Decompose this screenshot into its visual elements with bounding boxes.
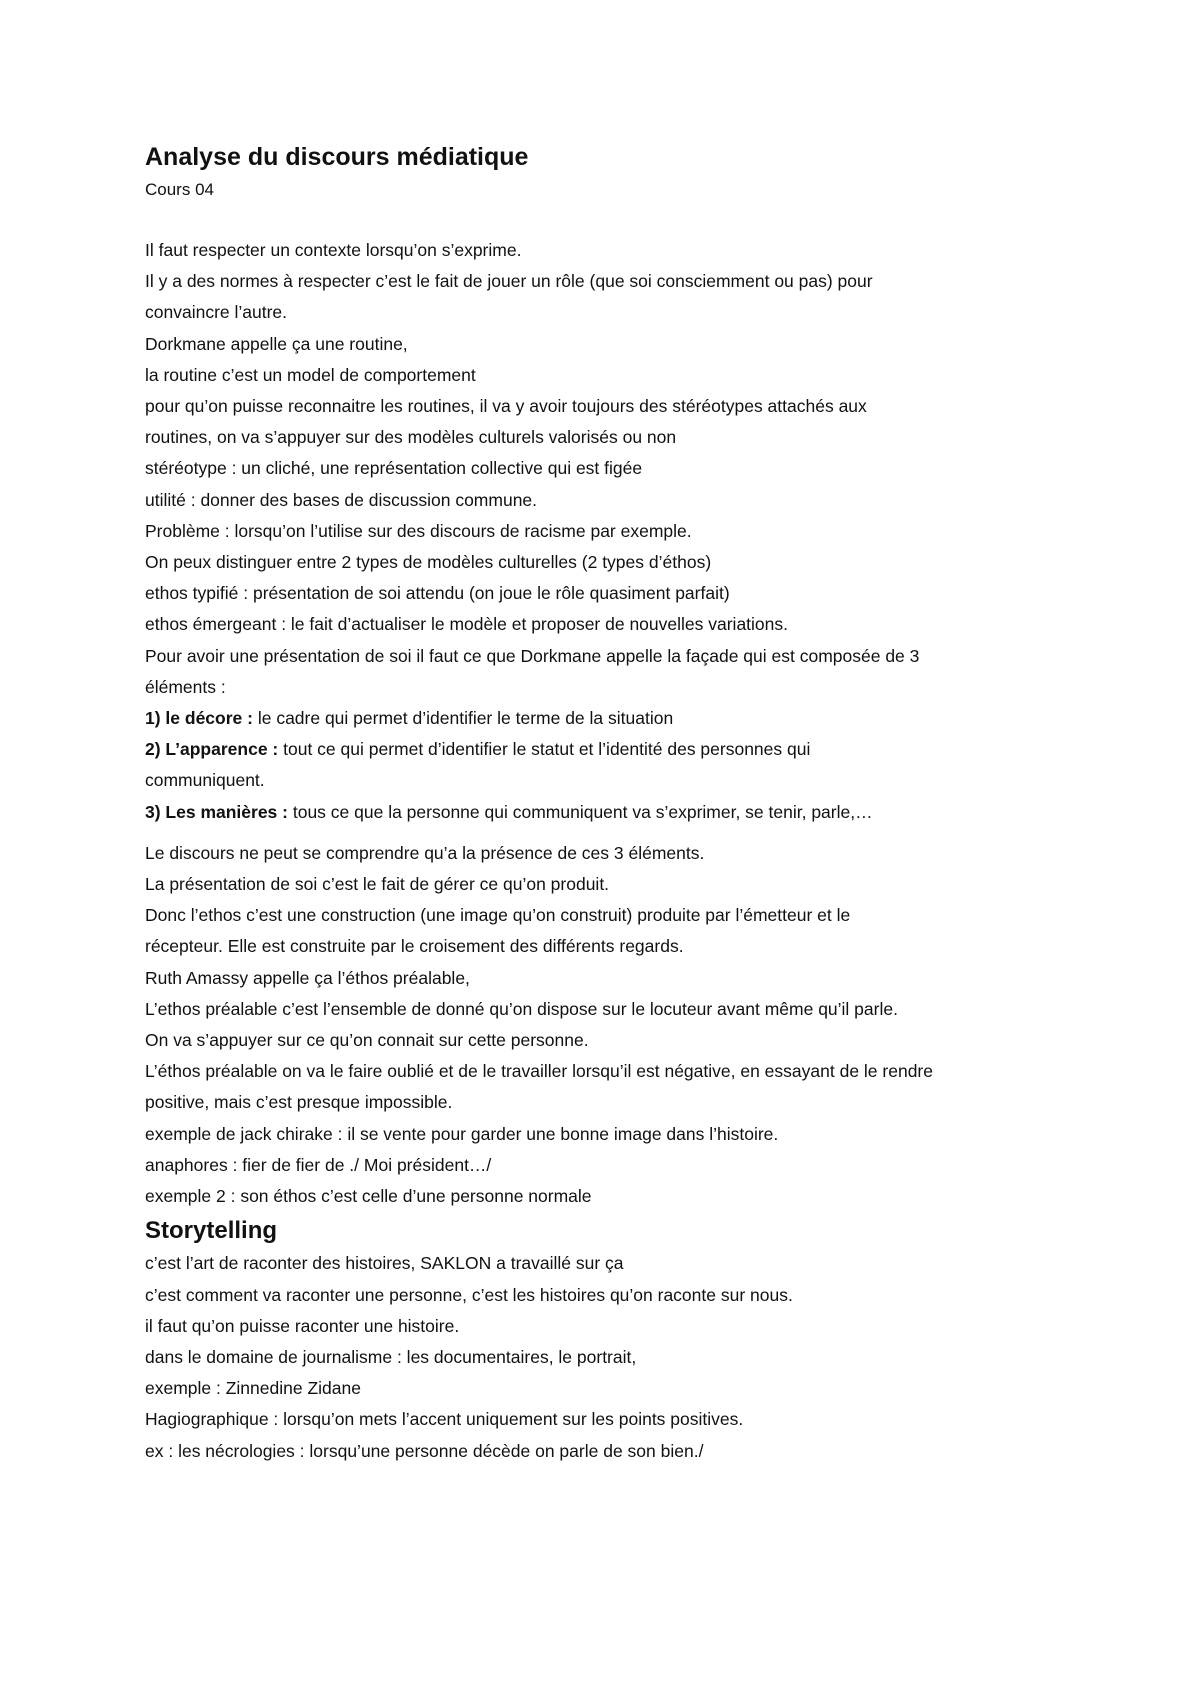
text-line: On peux distinguer entre 2 types de modèles culturelles (2 types d’éthos): [145, 552, 712, 573]
facade-item-text: le cadre qui permet d’identifier le terme de la situation: [252, 708, 674, 729]
paragraph-block-1: [145, 235, 1085, 703]
facade-item-label: 3) Les manières :: [145, 801, 288, 822]
text-line: L’éthos préalable on va le faire oublié et de le travailler lorsqu’il est négative, en essayant de le rendre: [145, 1061, 933, 1082]
text-line: convaincre l’autre.: [145, 302, 288, 323]
text-line: ex : les nécrologies : lorsqu’une personne décède on parle de son bien./: [145, 1440, 704, 1461]
paragraph-block-2: [145, 838, 1085, 1212]
facade-item-text: tous ce que la personne qui communiquent va s’exprimer, se tenir, parle,…: [287, 801, 873, 822]
text-line: La présentation de soi c’est le fait de gérer ce qu’on produit.: [145, 874, 610, 895]
text-line: Il faut respecter un contexte lorsqu’on s’exprime.: [145, 240, 522, 260]
text-line: utilité : donner des bases de discussion commune.: [145, 489, 538, 510]
text-line: la routine c’est un model de comportement: [145, 364, 476, 385]
text-line: stéréotype : un cliché, une représentation collective qui est figée: [145, 458, 643, 479]
text-line: il faut qu’on puisse raconter une histoire.: [145, 1315, 460, 1336]
text-line: c’est l’art de raconter des histoires, SAKLON a travaillé sur ça: [145, 1253, 624, 1274]
facade-item-text: tout ce qui permet d’identifier le statut et l’identité des personnes qui: [278, 739, 811, 760]
text-line: anaphores : fier de fier de ./ Moi président…/: [145, 1154, 492, 1175]
paragraph-block-3: [145, 1248, 1085, 1466]
text-line: Donc l’ethos c’est une construction (une image qu’on construit) produite par l’émetteur et le: [145, 905, 851, 926]
facade-item-2-continued: communiquent.: [145, 770, 265, 791]
facade-item-label: 2) L’apparence :: [145, 739, 279, 760]
document-page: [145, 140, 1085, 1467]
text-line: Hagiographique : lorsqu’on mets l’accent uniquement sur les points positives.: [145, 1409, 744, 1430]
text-line: exemple de jack chirake : il se vente pour garder une bonne image dans l’histoire.: [145, 1123, 779, 1144]
text-line: exemple : Zinnedine Zidane: [145, 1378, 361, 1399]
document-title: Analyse du discours médiatique: [145, 143, 529, 171]
text-line: Problème : lorsqu’on l’utilise sur des discours de racisme par exemple.: [145, 520, 692, 541]
text-line: récepteur. Elle est construite par le croisement des différents regards.: [145, 936, 684, 957]
text-line: exemple 2 : son éthos c’est celle d’une personne normale: [145, 1186, 592, 1207]
document-subtitle: Cours 04: [145, 180, 214, 199]
text-line: pour qu’on puisse reconnaitre les routines, il va y avoir toujours des stéréotypes attachés aux: [145, 396, 867, 417]
facade-item-3: [145, 797, 1085, 828]
text-line: Il y a des normes à respecter c’est le fait de jouer un rôle (que soi consciemment ou pas) pour: [145, 271, 873, 292]
text-line: positive, mais c’est presque impossible.: [145, 1092, 453, 1113]
text-line: c’est comment va raconter une personne, c’est les histoires qu’on raconte sur nous.: [145, 1284, 793, 1305]
text-line: ethos typifié : présentation de soi attendu (on joue le rôle quasiment parfait): [145, 583, 730, 604]
text-line: L’ethos préalable c’est l’ensemble de donné qu’on dispose sur le locuteur avant même qu’il parle.: [145, 998, 898, 1019]
facade-item-2: [145, 734, 1085, 765]
text-line: dans le domaine de journalisme : les documentaires, le portrait,: [145, 1346, 637, 1367]
facade-list: [145, 703, 1085, 828]
facade-item-label: 1) le décore :: [145, 708, 253, 729]
text-line: Ruth Amassy appelle ça l’éthos préalable,: [145, 967, 470, 988]
text-line: Pour avoir une présentation de soi il faut ce que Dorkmane appelle la façade qui est composée de 3: [145, 645, 920, 666]
section-heading: Storytelling: [145, 1217, 278, 1245]
text-line: routines, on va s’appuyer sur des modèles culturels valorisés ou non: [145, 427, 677, 448]
text-line: Dorkmane appelle ça une routine,: [145, 333, 408, 354]
paragraph-spacer: [145, 828, 1085, 838]
facade-item-1: [145, 703, 1085, 734]
text-line: Le discours ne peut se comprendre qu’a la présence de ces 3 éléments.: [145, 842, 705, 863]
text-line: On va s’appuyer sur ce qu’on connait sur cette personne.: [145, 1030, 589, 1051]
text-line: ethos émergeant : le fait d’actualiser le modèle et proposer de nouvelles variations.: [145, 614, 789, 635]
text-line: éléments :: [145, 676, 226, 697]
